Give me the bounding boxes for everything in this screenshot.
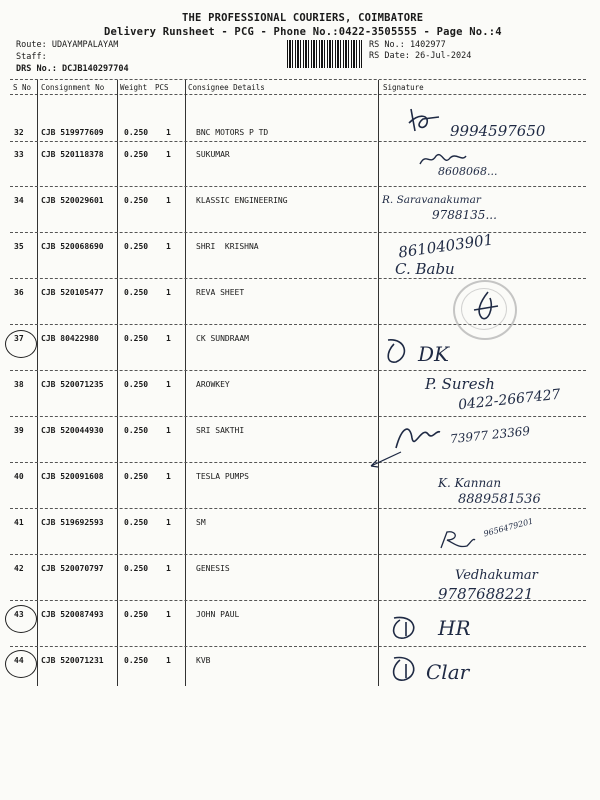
rs-number: RS No.: 1402977 (369, 40, 446, 50)
cell-weight: 0.250 (124, 610, 149, 619)
handwritten-phone: 8889581536 (458, 492, 541, 507)
barcode (287, 40, 362, 68)
cell-sno: 37 (14, 334, 24, 343)
cell-consignee: SUKUMAR (196, 150, 230, 159)
handwritten-name: Vedhakumar (455, 568, 538, 583)
company-title: THE PROFESSIONAL COURIERS, COIMBATORE (182, 12, 424, 24)
cell-pcs: 1 (166, 242, 171, 251)
cell-consignment: CJB 520071231 (41, 656, 104, 665)
col-consignee: Consignee Details (188, 83, 265, 92)
cell-consignee: CK SUNDRAAM (196, 334, 249, 343)
signature-scribble (437, 528, 477, 552)
cell-weight: 0.250 (124, 472, 149, 481)
signature-scribble (382, 336, 412, 366)
handwritten-name: P. Suresh (425, 375, 495, 393)
cell-weight: 0.250 (124, 196, 149, 205)
cell-consignee: SM (196, 518, 206, 527)
col-sno: S No (13, 83, 32, 92)
sno-circle (5, 605, 37, 633)
cell-sno: 34 (14, 196, 24, 205)
handwritten-phone: 9788135... (432, 208, 497, 222)
col-consignment: Consignment No (41, 83, 105, 92)
cell-sno: 36 (14, 288, 24, 297)
table-row (0, 134, 600, 180)
cell-pcs: 1 (166, 150, 171, 159)
cell-consignment: CJB 520105477 (41, 288, 104, 297)
cell-consignee: BNC MOTORS P TD (196, 128, 269, 137)
cell-sno: 44 (14, 656, 24, 665)
cell-consignee: JOHN PAUL (196, 610, 240, 619)
runsheet-title: Delivery Runsheet - PCG - Phone No.:0422-3505555 - Page No.:4 (104, 26, 502, 38)
signature-scribble (468, 288, 502, 324)
rs-date: RS Date: 26-Jul-2024 (369, 51, 472, 61)
cell-weight: 0.250 (124, 518, 149, 527)
cell-pcs: 1 (166, 426, 171, 435)
cell-weight: 0.250 (124, 334, 149, 343)
cell-consignee: KLASSIC ENGINEERING (196, 196, 288, 205)
cell-consignment: CJB 520071235 (41, 380, 104, 389)
cell-weight: 0.250 (124, 150, 149, 159)
col-pcs: PCS (155, 83, 169, 92)
cell-weight: 0.250 (124, 288, 149, 297)
col-weight: Weight (120, 83, 148, 92)
cell-sno: 42 (14, 564, 24, 573)
cell-weight: 0.250 (124, 656, 149, 665)
handwritten-phone: 8610403901 (397, 230, 495, 262)
cell-sno: 41 (14, 518, 24, 527)
cell-pcs: 1 (166, 564, 171, 573)
cell-consignee: REVA SHEET (196, 288, 245, 297)
drs-number: DRS No.: DCJB140297704 (16, 64, 129, 74)
cell-weight: 0.250 (124, 242, 149, 251)
cell-consignment: CJB 519692593 (41, 518, 104, 527)
signature-scribble (405, 105, 445, 135)
cell-consignee: TESLA PUMPS (196, 472, 249, 481)
handwritten-phone: 9994597650 (450, 122, 546, 140)
handwritten-phone: 8608068... (438, 165, 498, 178)
cell-pcs: 1 (166, 472, 171, 481)
sno-circle (5, 330, 37, 358)
signature-scribble (386, 652, 422, 686)
handwritten-name: R. Saravanakumar (382, 194, 481, 206)
col-signature: Signature (383, 83, 424, 92)
cell-consignee: KVB (196, 656, 211, 665)
cell-consignment: CJB 519977609 (41, 128, 104, 137)
cell-consignment: CJB 520029601 (41, 196, 104, 205)
table-row (0, 180, 600, 226)
handwritten-phone: 73977 23369 (449, 423, 531, 447)
staff-label: Staff: (16, 52, 47, 62)
cell-pcs: 1 (166, 334, 171, 343)
cell-consignment: CJB 520044930 (41, 426, 104, 435)
cell-weight: 0.250 (124, 426, 149, 435)
signature-scribble (386, 612, 422, 642)
handwritten-text: HR (438, 616, 471, 640)
header-top-rule (10, 79, 586, 80)
cell-consignment: CJB 80422980 (41, 334, 99, 343)
cell-consignee: AROWKEY (196, 380, 230, 389)
handwritten-text: DK (418, 342, 449, 366)
route-label: Route: UDAYAMPALAYAM (16, 40, 119, 50)
handwritten-name: C. Babu (395, 260, 455, 278)
cell-sno: 32 (14, 128, 24, 137)
cell-consignee: SHRI KRISHNA (196, 242, 259, 251)
handwritten-phone: 0422-2667427 (457, 386, 562, 414)
table-row (0, 226, 600, 272)
cell-pcs: 1 (166, 656, 171, 665)
cell-consignment: CJB 520118378 (41, 150, 104, 159)
cell-consignee: GENESIS (196, 564, 230, 573)
sno-circle (5, 650, 37, 678)
handwritten-name: K. Kannan (438, 476, 502, 490)
cell-weight: 0.250 (124, 380, 149, 389)
cell-sno: 43 (14, 610, 24, 619)
handwritten-phone: 9656479201 (482, 516, 535, 539)
cell-sno: 35 (14, 242, 24, 251)
cell-sno: 33 (14, 150, 24, 159)
cell-weight: 0.250 (124, 128, 149, 137)
cell-pcs: 1 (166, 380, 171, 389)
cell-sno: 39 (14, 426, 24, 435)
arrow-mark (365, 448, 405, 470)
cell-weight: 0.250 (124, 564, 149, 573)
handwritten-phone: 9787688221 (438, 585, 534, 603)
handwritten-text: Clar (426, 660, 470, 684)
cell-pcs: 1 (166, 288, 171, 297)
cell-sno: 40 (14, 472, 24, 481)
cell-pcs: 1 (166, 610, 171, 619)
cell-sno: 38 (14, 380, 24, 389)
cell-consignment: CJB 520068690 (41, 242, 104, 251)
cell-pcs: 1 (166, 128, 171, 137)
cell-consignment: CJB 520091608 (41, 472, 104, 481)
header-bottom-rule (10, 94, 586, 95)
cell-consignment: CJB 520070797 (41, 564, 104, 573)
cell-pcs: 1 (166, 196, 171, 205)
cell-consignment: CJB 520087493 (41, 610, 104, 619)
cell-consignee: SRI SAKTHI (196, 426, 245, 435)
cell-pcs: 1 (166, 518, 171, 527)
table-row (0, 640, 600, 686)
